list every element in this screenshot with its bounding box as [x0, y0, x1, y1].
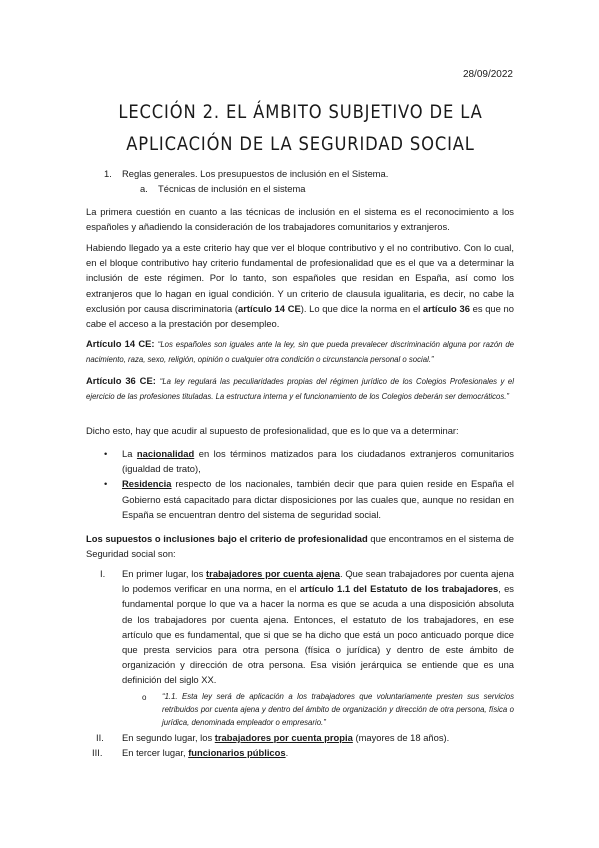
roman-item-1-pre: En primer lugar, los — [122, 568, 207, 579]
roman-item-2-pre: En segundo lugar, los — [122, 731, 215, 743]
paragraph-2 — [86, 240, 514, 331]
paragraph-1 — [86, 204, 514, 234]
bullet-pre: La — [122, 448, 137, 459]
outline-item-1 — [86, 166, 514, 181]
roman-item-1-mid: . Que sean trabajadores por cuenta ajena lo podemos verificar en una norma, en el — [122, 568, 514, 595]
roman-item-2-post: (mayores de 18 años). — [352, 731, 450, 743]
roman-item-2 — [86, 730, 514, 745]
title-line-1: LECCIÓN 2. EL ÁMBITO SUBJETIVO DE LA — [118, 101, 483, 123]
paragraph-2-article-36: artículo 36 — [422, 302, 470, 314]
article-36-quote — [86, 373, 514, 403]
paragraph-3 — [86, 423, 514, 438]
outline-item-1a — [86, 181, 514, 196]
paragraph-4 — [86, 531, 514, 561]
roman-number: I. — [100, 568, 106, 579]
outline-item-1-number: 1. — [104, 168, 112, 179]
bullet-list — [86, 446, 514, 522]
article-1-1-reference: artículo 1.1 del Estatuto de los trabajadores — [299, 583, 499, 595]
subquote-marker: o — [142, 692, 147, 702]
roman-item-2-text — [122, 730, 514, 745]
subquote-item — [122, 690, 514, 729]
paragraph-2-part-b: ). Lo que dice la norma en el — [300, 302, 423, 314]
subquote-text: “1.1. Esta ley será de aplicación a los trabajadores que voluntariamente presten sus servicios retribuidos por cuenta ajena y dentro del ámbito de organización y dirección de otra persona, física o jurídica, denominada empleador o empresario.” — [162, 691, 514, 727]
paragraph-3-text: Dicho esto, hay que acudir al supuesto de profesionalidad, que es lo que va a determinar: — [86, 425, 459, 436]
paragraph-4-rest: que encontramos en el sistema de Seguridad social son: — [86, 533, 514, 560]
bullet-text — [122, 476, 514, 522]
bullet-term-nacionalidad: nacionalidad — [136, 448, 195, 459]
paragraph-4-text — [86, 531, 514, 561]
paragraph-2-part-c: es que no cabe el acceso a la prestación por desempleo. — [86, 302, 514, 330]
term-trabajadores-cuenta-ajena: trabajadores por cuenta ajena — [206, 568, 340, 579]
bullet-item-nationality — [86, 446, 514, 476]
bullet-item-residence — [86, 476, 514, 522]
roman-item-1-text — [122, 566, 514, 688]
outline — [86, 166, 514, 196]
bullet-post: respecto de los nacionales, también decir que para quien reside en España el Gobierno está capacitado para dictar disposiciones por las cuales que, aunque no residan en España se encuentran dentro del sistema de seguridad social. — [122, 478, 514, 520]
title-line-2: APLICACIÓN DE LA SEGURIDAD SOCIAL — [126, 133, 475, 155]
term-funcionarios-publicos: funcionarios públicos — [188, 746, 286, 758]
article-14-quote-block — [86, 336, 514, 366]
roman-item-3-pre: En tercer lugar, — [122, 746, 189, 758]
roman-item-3-text — [122, 745, 514, 760]
outline-item-1a-text: Técnicas de inclusión en el sistema — [158, 183, 306, 194]
paragraph-2-part-a: Habiendo llegado ya a este criterio hay que ver el bloque contributivo y el no contributivo. Con lo cual, en el bloque contributivo hay criterio fundamental de profesionalidad que es el que va a determinar la inclusión de este régimen. Por lo tanto, son españoles que residan en España, así como los extranjeros que lo hagan en igual condición. Y un criterio de clausula igualitaria, es decir, no cabe la exclusión por causa discriminatoria ( — [86, 242, 514, 314]
roman-item-1-post: , es fundamental porque lo que va a hacer la norma es que se acuda a una disposición absoluta de los trabajadores por cuenta ajena. Entonces, el estatuto de los trabajadores, en ese artículo que es fundamental, que si que se ha dicho que está un poco anticuado porque dice que presta servicios para otra persona (física o jurídica) y dentro de este ámbito de organización y dirección de otra persona. Esa visión jerárquica se entiende que es una definición del siglo XX. — [122, 583, 514, 686]
bullet-text — [122, 446, 514, 476]
outline-item-1a-letter: a. — [140, 183, 148, 194]
article-36-quote-block — [86, 373, 514, 403]
article-36-text: “La ley regulará las peculiaridades propias del régimen jurídico de los Colegios Profesionales y el ejercicio de las profesiones tituladas. La estructura interna y el funcionamiento de los Colegios deberán ser democráticos.” — [86, 377, 514, 402]
paragraph-4-bold: Los supuestos o inclusiones bajo el criterio de profesionalidad — [86, 533, 368, 544]
roman-item-3-post: . — [285, 746, 289, 758]
article-14-label: Artículo 14 CE: — [86, 338, 155, 349]
bullet-post: en los términos matizados para los ciudadanos extranjeros comunitarios (igualdad de trato), — [122, 448, 514, 475]
outline-item-1-text: Reglas generales. Los presupuestos de inclusión en el Sistema. — [122, 168, 389, 179]
paragraph-2-article-14: artículo 14 CE — [238, 302, 301, 314]
roman-item-1 — [86, 566, 514, 729]
roman-item-3 — [86, 745, 514, 760]
article-14-quote — [86, 336, 514, 366]
article-14-text: “Los españoles son iguales ante la ley, sin que pueda prevalecer discriminación alguna por razón de nacimiento, raza, sexo, religión, opinión o cualquier otra condición o circunstancia personal o social.” — [86, 340, 514, 365]
paragraph-2-text — [86, 240, 514, 331]
paragraph-1-text: La primera cuestión en cuanto a las técnicas de inclusión en el sistema es el reconocimiento a los españoles y añadiendo la consideración de los trabajadores comunitarios y extranjeros. — [86, 206, 514, 233]
bullet-marker: • — [104, 448, 108, 459]
article-36-label: Artículo 36 CE: — [86, 375, 156, 386]
lesson-title — [115, 96, 486, 160]
bullet-marker: • — [104, 478, 108, 490]
roman-list — [86, 566, 514, 760]
bullet-term-residencia: Residencia — [122, 478, 172, 490]
roman-number: III. — [92, 746, 103, 758]
roman-number: II. — [96, 731, 104, 743]
document-date: 28/09/2022 — [462, 69, 513, 80]
term-trabajadores-cuenta-propia: trabajadores por cuenta propia — [214, 731, 353, 743]
